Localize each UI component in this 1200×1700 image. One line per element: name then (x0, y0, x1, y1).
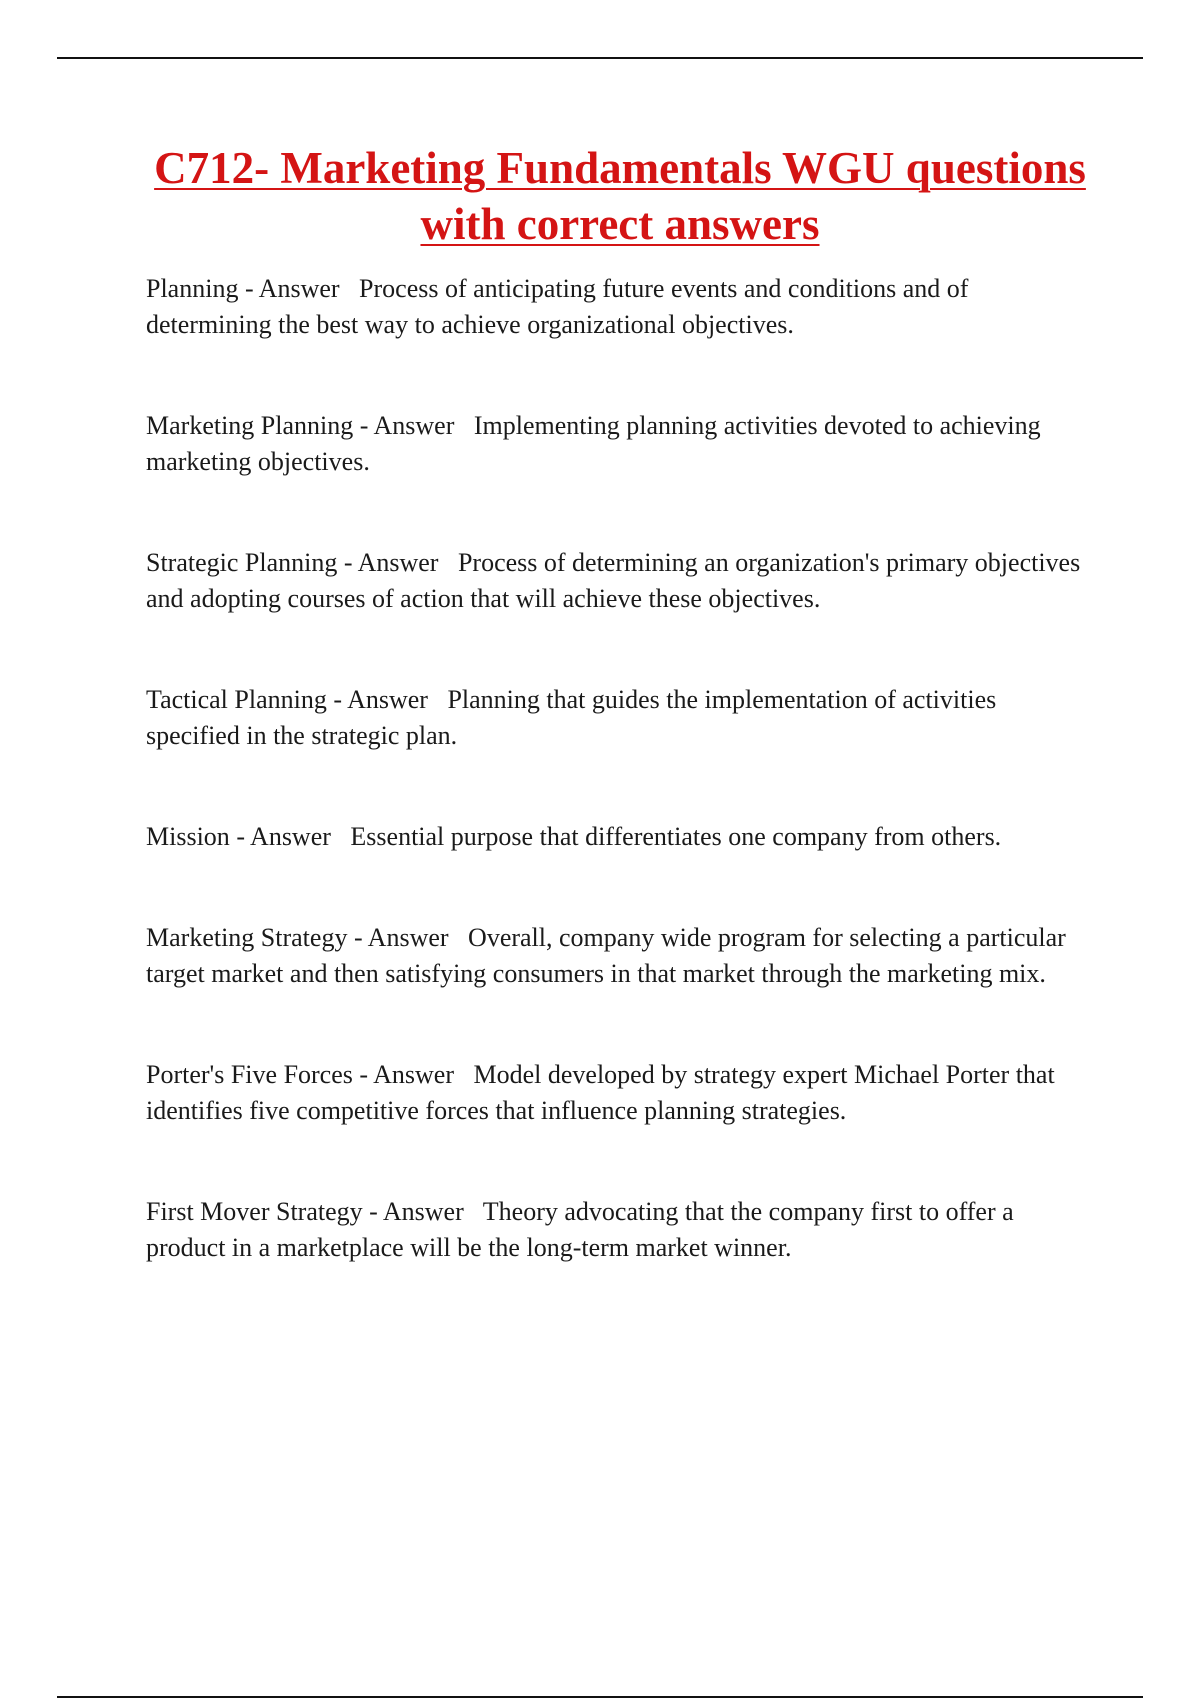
answer-label: - Answer (353, 923, 449, 952)
answer-label: - Answer (333, 685, 428, 714)
entry-definition: Overall, company wide program for selecting a particular target market and then satisfying consumers in that market through the marketing mix. (146, 923, 1066, 988)
qa-entry (146, 1057, 1096, 1129)
answer-label: - Answer (343, 548, 439, 577)
answer-label: - Answer (236, 822, 331, 851)
entry-term: Planning (146, 274, 239, 303)
entry-definition: Implementing planning activities devoted to achieving marketing objectives. (146, 411, 1041, 476)
qa-entry (146, 271, 1096, 343)
qa-entry (146, 545, 1096, 617)
qa-entry (146, 819, 1096, 855)
answer-label: - Answer (359, 1060, 454, 1089)
entry-term: Marketing Strategy (146, 923, 348, 952)
entry-definition: Essential purpose that differentiates one company from others. (350, 822, 1002, 851)
qa-entry (146, 682, 1096, 754)
answer-label: - Answer (244, 274, 340, 303)
entry-term: Strategic Planning (146, 548, 338, 577)
entry-definition: Theory advocating that the company first to offer a product in a marketplace will be the long-term market winner. (146, 1197, 1014, 1262)
entry-term: Mission (146, 822, 230, 851)
entry-definition: Process of determining an organization's primary objectives and adopting courses of action that will achieve these objectives. (146, 548, 1081, 613)
entry-definition: Model developed by strategy expert Michael Porter that identifies five competitive forces that influence planning strategies. (146, 1060, 1055, 1125)
footer-rule (57, 1696, 1143, 1698)
entry-definition: Planning that guides the implementation of activities specified in the strategic plan. (146, 685, 997, 750)
qa-entry (146, 1194, 1096, 1266)
answer-label: - Answer (369, 1197, 464, 1226)
document-title: C712- Marketing Fundamentals WGU questions with correct answers (154, 143, 1086, 249)
entry-term: Porter's Five Forces (146, 1060, 353, 1089)
qa-entry (146, 920, 1096, 992)
qa-list (146, 271, 1096, 1266)
entry-term: Marketing Planning (146, 411, 354, 440)
qa-entry (146, 408, 1096, 480)
entry-term: Tactical Planning (146, 685, 327, 714)
entry-definition: Process of anticipating future events and conditions and of determining the best way to achieve organizational objectives. (146, 274, 969, 339)
entry-term: First Mover Strategy (146, 1197, 363, 1226)
header-rule (57, 57, 1143, 59)
answer-label: - Answer (359, 411, 455, 440)
